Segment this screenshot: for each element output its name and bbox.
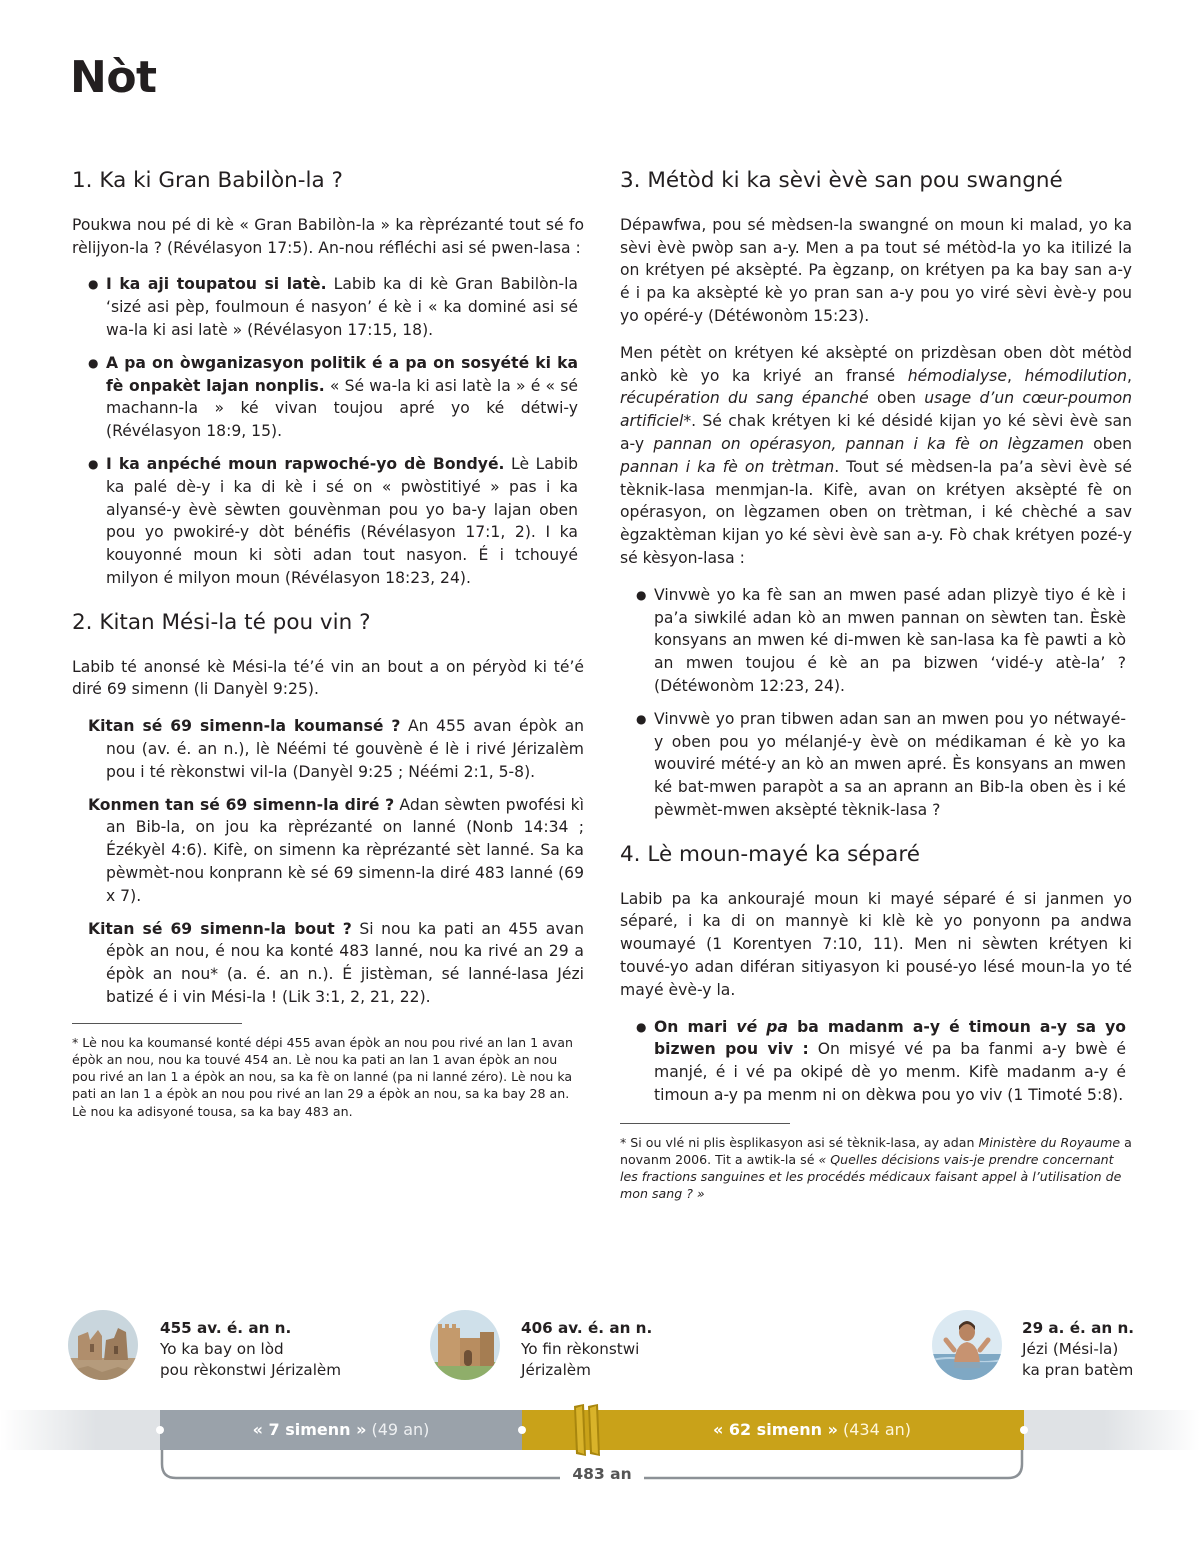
qa-item: Konmen tan sé 69 simenn-la diré ? Adan sèwten pwofési kì an Bib-la, on jou ka rèprézanté on lanné (Nonb 14:34 ; Ézékyèl 4:6). Kifè, on simenn ka rèprézanté sèt lanné. Sa ka pèwmèt-nou konprann kè sé 69 simenn-la diré 483 lanné (69 x 7).: [88, 795, 585, 905]
qa-item: Kitan sé 69 simenn-la bout ? Si nou ka pati an 455 avan épòk an nou, é nou ka konté 483 lanné, nou ka rivé an 29 a épòk an nou* (a. é. an n.). É jistèman, sé lanné-lasa Jézi batizé é i vin Mési-la ! (Lik 3:1, 2, 21, 22).: [88, 919, 584, 1006]
footnote: * Lè nou ka koumansé konté dépi 455 avan épòk an nou pou rivé an lan 1 avan épòk an nou, nou ka touvé 454 an. Lè nou ka pati an lan 1 avan épòk an nou pou rivé an lan 1 a épòk an nou, sa ka fè on lanné (pa ni lanné zéro). Lè nou ka pati an lan 1 a épòk an nou pou rivé an lan 29 a épòk an nou, sa ka bay 28 an. Lè nou ka adisyoné tousa, sa ka bay 483 an.: [72, 1034, 573, 1119]
section-4-list: [620, 1016, 1132, 1107]
section-1-heading: 1. Ka ki Gran Babilòn-la ?: [72, 168, 343, 193]
list-item: ● Vinvwè yo ka fè san an mwen pasé adan plizyè tiyo é kè i pa’a siwkilé adan kò an mwen pannan on sèwten tan. Èskè konsyans an mwen ké di-mwen kè san-lasa ka fè pawti a kò an mwen toujou é kè an pa bizwen ‘vidé-y atè-la’ ? (Détéwonòm 12:23, 24).: [636, 585, 1126, 695]
section-1-intro: Poukwa nou pé di kè « Gran Babilòn-la » ka rèprézanté tout sé fo rèlijyon-la ? (Révélasyon 17:5). An-nou réfléchi asi sé pwen-lasa :: [72, 215, 584, 257]
section-4-paragraph: Labib pa ka ankourajé moun ki mayé séparé é si janmen yo séparé, i ka di on mannyè ki klè kè yo ponyonn pa andwa woumayé (1 Korentyen 7:10, 11). Men ni sèwten krétyen ki touvé-yo adan diféran sitiyasyon ki pousé-yo lésé moun-la yo té mayé èvè-y la.: [620, 889, 1132, 999]
list-item: ● I ka anpéché moun rapwoché-yo dè Bondyé. Lè Labib ka palé dè-y i ka di kè i sé on « pwòstitiyé » pas i ka alyansé-y èvè sèwten gouvènman pou yo ba-y lajan oben pou yo pwokiré-y dòt bénéfis (Révélasyon 17:1, 2). I ka kouyonné moun ki sòti adan tout nasyon. É i tchouyé milyon é milyon moun (Révélasyon 18:23, 24).: [88, 454, 579, 587]
list-item: ● On mari vé pa ba madanm a-y é timoun a-y sa yo bizwen pou viv : On misyé vé pa ba fanmi a-y bwè é manjé, é i vé pa okipé dè yo menm. Kifè madanm a-y é timoun a-y pa menm ni on dèkwa pou yo viv (1 Timoté 5:8).: [636, 1017, 1127, 1104]
bullet-icon: ●: [636, 1019, 647, 1034]
bullet-icon: ●: [88, 355, 99, 370]
break-mark-icon: [568, 1404, 604, 1456]
seven-weeks-label: « 7 simenn » (49 an): [252, 1420, 430, 1439]
bullet-icon: ●: [88, 456, 99, 471]
rebuilt-walls-image: [430, 1310, 500, 1380]
qa-item: Kitan sé 69 simenn-la koumansé ? An 455 avan épòk an nou (av. é. an n.), lè Néémi té gouvènè é lè i rivé Jérizalèm pou i té rèkonstwi vil-la (Danyèl 9:25 ; Néémi 2:1, 5-8).: [88, 717, 585, 781]
section-3-list: [620, 584, 1132, 822]
section-2-intro: Labib té anonsé kè Mési-la té’é vin an bout a on péryòd ki té’é diré 69 simenn (li Danyèl 9:25).: [72, 657, 584, 699]
list-item: ● A pa on òwganizasyon politik é a pa on sosyété ki ka fè onpakèt lajan nonplis. « Sé wa-la ki asi latè la » é « sé machann-la » ké vivan toujou apré yo ké détwi-y (Révélasyon 18:9, 15).: [88, 353, 578, 441]
list-item: ● I ka aji toupatou si latè. Labib ka di kè Gran Babilòn-la ‘sizé asi pèp, foulmoun é nasyon’ é kè i « ka dominé asi sé wa-la ki asi latè » (Révélasyon 17:15, 18).: [88, 275, 578, 339]
sixty-two-weeks-label: « 62 simenn » (434 an): [712, 1420, 912, 1439]
bullet-icon: ●: [88, 277, 99, 292]
timeline: [0, 1300, 1200, 1543]
section-2-heading: 2. Kitan Mési-la té pou vin ?: [72, 609, 371, 635]
total-years-label: 483 an: [560, 1465, 644, 1483]
list-item: ● Vinvwè yo pran tibwen adan san an mwen pou yo nétwayé-y oben pou yo mélanjé-y èvè on médikaman é kè yo ka wouviré mété-y an kò an mwen apré. Ès konsyans an mwen ké bat-mwen parapòt a sa an aprann an Bib-la oben ès i ké pèwmèt-mwen aksèpté tèknik-lasa ?: [636, 709, 1126, 819]
bullet-icon: ●: [636, 587, 647, 602]
right-column: [620, 168, 1132, 1203]
footnote: * Si ou vlé ni plis èsplikasyon asi sé tèknik-lasa, ay adan Ministère du Royaume a novanm 2006. Tit a awtik-la sé « Quelles décisions vais-je prendre concernant les fractions sanguines et les procédés médicaux faisant appel à l’utilisation de mon sang ? »: [620, 1134, 1132, 1202]
milestone-406: 406 av. é. an n. Yo fin rèkonstwi Jérizalèm: [521, 1319, 653, 1379]
footnote-divider: [620, 1123, 790, 1124]
section-3-paragraph-2: Men pétèt on krétyen ké aksèpté on prizdèsan oben dòt métòd ankò kè yo ka kriyé an fransé hémodialyse, hémodilution, récupération du sang épanché oben usage d’un cœur-poumon artificiel*. Sé chak krétyen ki ké désidé kijan yo ké sèvi èvè san a-y pannan on opérasyon, pannan i ka fè on lègzamen oben pannan i ka fè on trètman. Tout sé mèdsen-la pa’a sèvi èvè sé tèknik-lasa menmjan-la. Kifè, avan on krétyen aksèpté fè on opérasyon, on lègzamen oben on trètman, i ké chèché a sav ègzaktèman kijan yo ké sèvi èvè san a-y. Fò chak krétyen pozé-y sé kèsyon-lasa :: [620, 343, 1133, 567]
left-column: [72, 168, 584, 1120]
footnote-divider: [72, 1023, 242, 1024]
milestone-29: 29 a. é. an n. Jézi (Mési-la) ka pran batèm: [1022, 1319, 1135, 1379]
bullet-icon: ●: [636, 711, 647, 726]
page-title: Nòt: [70, 52, 157, 103]
section-1-list: [72, 273, 584, 589]
section-3-paragraph-1: Dépawfwa, pou sé mèdsen-la swangné on moun ki malad, yo ka sèvi èvè pwòp san a-y. Men a pa tout sé métòd-la yo ka itilizé la on krétyen pé aksèpté. Pa ègzanp, on krétyen pa ka bay san a-y é i pa ka aksèpté kè yo pran san a-y pou yo viré sèvi èvè-y pou yo opéré-y (Détéwonòm 15:23).: [620, 215, 1132, 325]
milestone-455: 455 av. é. an n. Yo ka bay on lòd pou rèkonstwi Jérizalèm: [160, 1319, 342, 1379]
section-4-heading: 4. Lè moun-mayé ka séparé: [620, 841, 920, 867]
ruins-image: [68, 1310, 138, 1380]
section-3-heading: 3. Métòd ki ka sèvi èvè san pou swangné: [620, 168, 1063, 193]
jesus-baptism-image: [932, 1310, 1002, 1380]
